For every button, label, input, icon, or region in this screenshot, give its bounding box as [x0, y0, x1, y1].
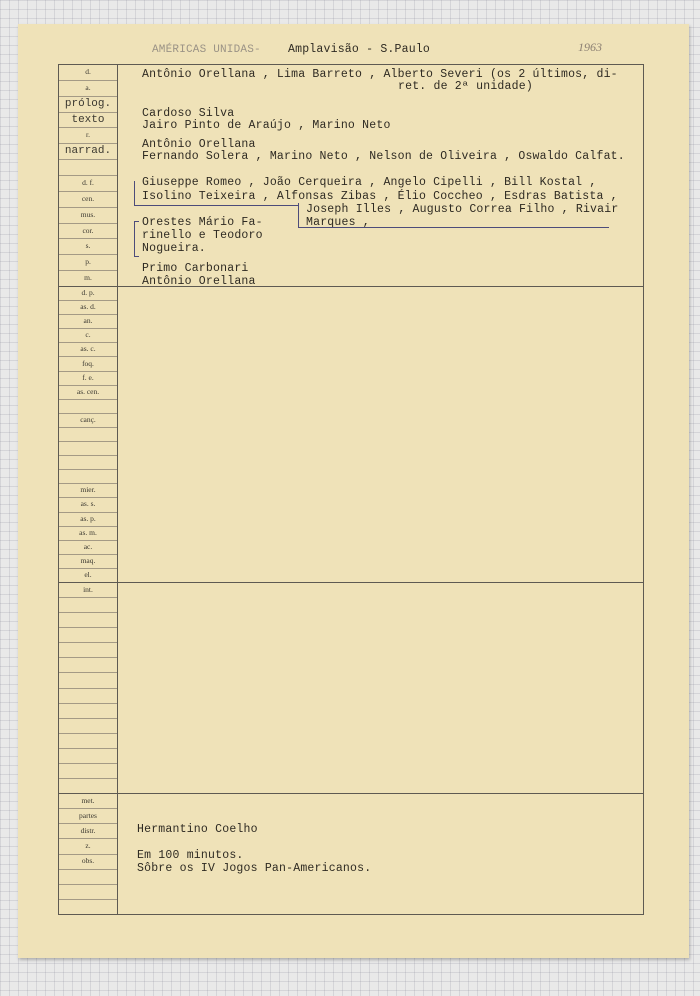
label-row-line [59, 627, 117, 628]
label-row-line [59, 483, 117, 484]
credit-narradores: Fernando Solera , Marino Neto , Nelson de Oliveira , Oswaldo Calfat. [142, 150, 625, 163]
credit-fotografia-4: Marques , [306, 216, 370, 229]
label-row-line [59, 371, 117, 372]
field-label: cen. [81, 194, 95, 203]
label-row-line [59, 112, 117, 113]
label-row-line [59, 96, 117, 97]
frame-bottom-border [58, 914, 644, 915]
field-label: ac. [83, 542, 93, 551]
obs-subject: Sôbre os IV Jogos Pan-Americanos. [137, 862, 372, 875]
label-row-line [59, 672, 117, 673]
producer-text: Amplavisão - S.Paulo [288, 43, 431, 56]
field-label: int. [83, 585, 93, 594]
credit-director-cont: ret. de 2ª unidade) [398, 80, 533, 93]
field-label: d. [85, 67, 91, 76]
label-row-line [59, 512, 117, 513]
frame-right-border [643, 64, 644, 915]
label-row-line [59, 497, 117, 498]
label-row-line [59, 80, 117, 81]
field-label: c. [85, 330, 91, 339]
label-row-line [59, 191, 117, 192]
label-row-line [59, 159, 117, 160]
label-row-line [59, 300, 117, 301]
credit-fotografia-1: Giuseppe Romeo , João Cerqueira , Angelo Cipelli , Bill Kostal , [142, 176, 597, 189]
field-label: f. e. [82, 373, 94, 382]
label-row-line [59, 223, 117, 224]
field-label: texto [71, 114, 105, 126]
index-card [18, 24, 689, 958]
credit-fotografia-3: Joseph Illes , Augusto Correa Filho , Rivair [306, 203, 619, 216]
field-label: cor. [82, 226, 94, 235]
label-row-line [59, 441, 117, 442]
field-label: as. cen. [76, 387, 100, 396]
field-label: mier. [80, 485, 96, 494]
label-row-line [59, 899, 117, 900]
label-row-line [59, 143, 117, 144]
credit-montagem: Antônio Orellana [142, 275, 256, 288]
section-divider-3 [58, 793, 644, 794]
field-label: foq. [82, 359, 94, 368]
credit-texto: Jairo Pinto de Araújo , Marino Neto [142, 119, 391, 132]
label-row-line [59, 540, 117, 541]
label-row-line [59, 823, 117, 824]
field-label: mus. [80, 210, 96, 219]
credit-roteiro: Antônio Orellana [142, 138, 256, 151]
label-row-line [59, 342, 117, 343]
field-label: z. [85, 841, 91, 850]
year-note: 1963 [578, 40, 602, 54]
label-row-line [59, 718, 117, 719]
pen-bracket-left [134, 181, 139, 205]
label-row-line [59, 207, 117, 208]
label-row-line [59, 733, 117, 734]
field-label: partes [79, 811, 97, 820]
field-label: d. p. [81, 288, 95, 297]
field-label: p. [85, 257, 91, 266]
pen-bracket-musica [134, 221, 139, 257]
label-row-line [59, 314, 117, 315]
field-label: m. [84, 273, 92, 282]
credit-musica-2: rinello e Teodoro [142, 229, 263, 242]
label-row-line [59, 778, 117, 779]
label-row-line [59, 703, 117, 704]
pen-underline-fotografia [134, 205, 299, 207]
field-label: distr. [80, 826, 96, 835]
label-row-line [59, 642, 117, 643]
field-label: obs. [81, 856, 95, 865]
field-label: s. [85, 241, 91, 250]
field-label: as. m. [79, 528, 97, 537]
field-label: prólog. [64, 98, 112, 110]
credit-musica-1: Orestes Mário Fa- [142, 216, 263, 229]
field-label: as. s. [80, 499, 96, 508]
label-row-line [59, 597, 117, 598]
label-row-line [59, 427, 117, 428]
label-row-line [59, 869, 117, 870]
field-label: as. d. [80, 302, 96, 311]
label-row-line [59, 127, 117, 128]
label-row-line [59, 748, 117, 749]
frame-top-border [58, 64, 644, 65]
label-row-line [59, 399, 117, 400]
pen-bracket-fotografia [298, 203, 609, 228]
field-label: d. f. [82, 178, 94, 187]
label-row-line [59, 854, 117, 855]
field-label: met. [81, 796, 95, 805]
label-row-line [59, 526, 117, 527]
label-row-line [59, 568, 117, 569]
label-row-line [59, 884, 117, 885]
credit-director: Antônio Orellana , Lima Barreto , Alberto Severi (os 2 últimos, di- [142, 68, 618, 81]
label-row-line [59, 175, 117, 176]
label-row-line [59, 763, 117, 764]
label-row-line [59, 356, 117, 357]
label-row-line [59, 469, 117, 470]
credit-produtor: Primo Carbonari [142, 262, 249, 275]
credit-distribuidor: Hermantino Coelho [137, 823, 258, 836]
field-label: el. [84, 570, 92, 579]
field-label: a. [85, 83, 91, 92]
credit-prologo: Cardoso Silva [142, 107, 235, 120]
label-row-line [59, 328, 117, 329]
field-label: as. c. [80, 344, 96, 353]
field-label: maq. [80, 556, 96, 565]
label-row-line [59, 254, 117, 255]
field-label: canç. [80, 415, 96, 424]
label-row-line [59, 657, 117, 658]
label-row-line [59, 838, 117, 839]
label-row-line [59, 238, 117, 239]
label-row-line [59, 455, 117, 456]
label-row-line [59, 385, 117, 386]
faint-title: AMÉRICAS UNIDAS- [152, 44, 261, 56]
field-label: narrad. [64, 145, 112, 157]
label-row-line [59, 554, 117, 555]
label-row-line [59, 688, 117, 689]
field-label: an. [83, 316, 93, 325]
field-label: as. p. [80, 514, 96, 523]
label-row-line [59, 413, 117, 414]
label-row-line [59, 612, 117, 613]
section-divider-2 [58, 582, 644, 583]
label-row-line [59, 808, 117, 809]
credit-musica-3: Nogueira. [142, 242, 206, 255]
field-label: r. [86, 130, 90, 139]
label-row-line [59, 270, 117, 271]
credit-fotografia-2: Isolino Teixeira , Alfonsas Zibas , Élio Coccheo , Esdras Batista , [142, 190, 618, 203]
obs-duration: Em 100 minutos. [137, 849, 244, 862]
